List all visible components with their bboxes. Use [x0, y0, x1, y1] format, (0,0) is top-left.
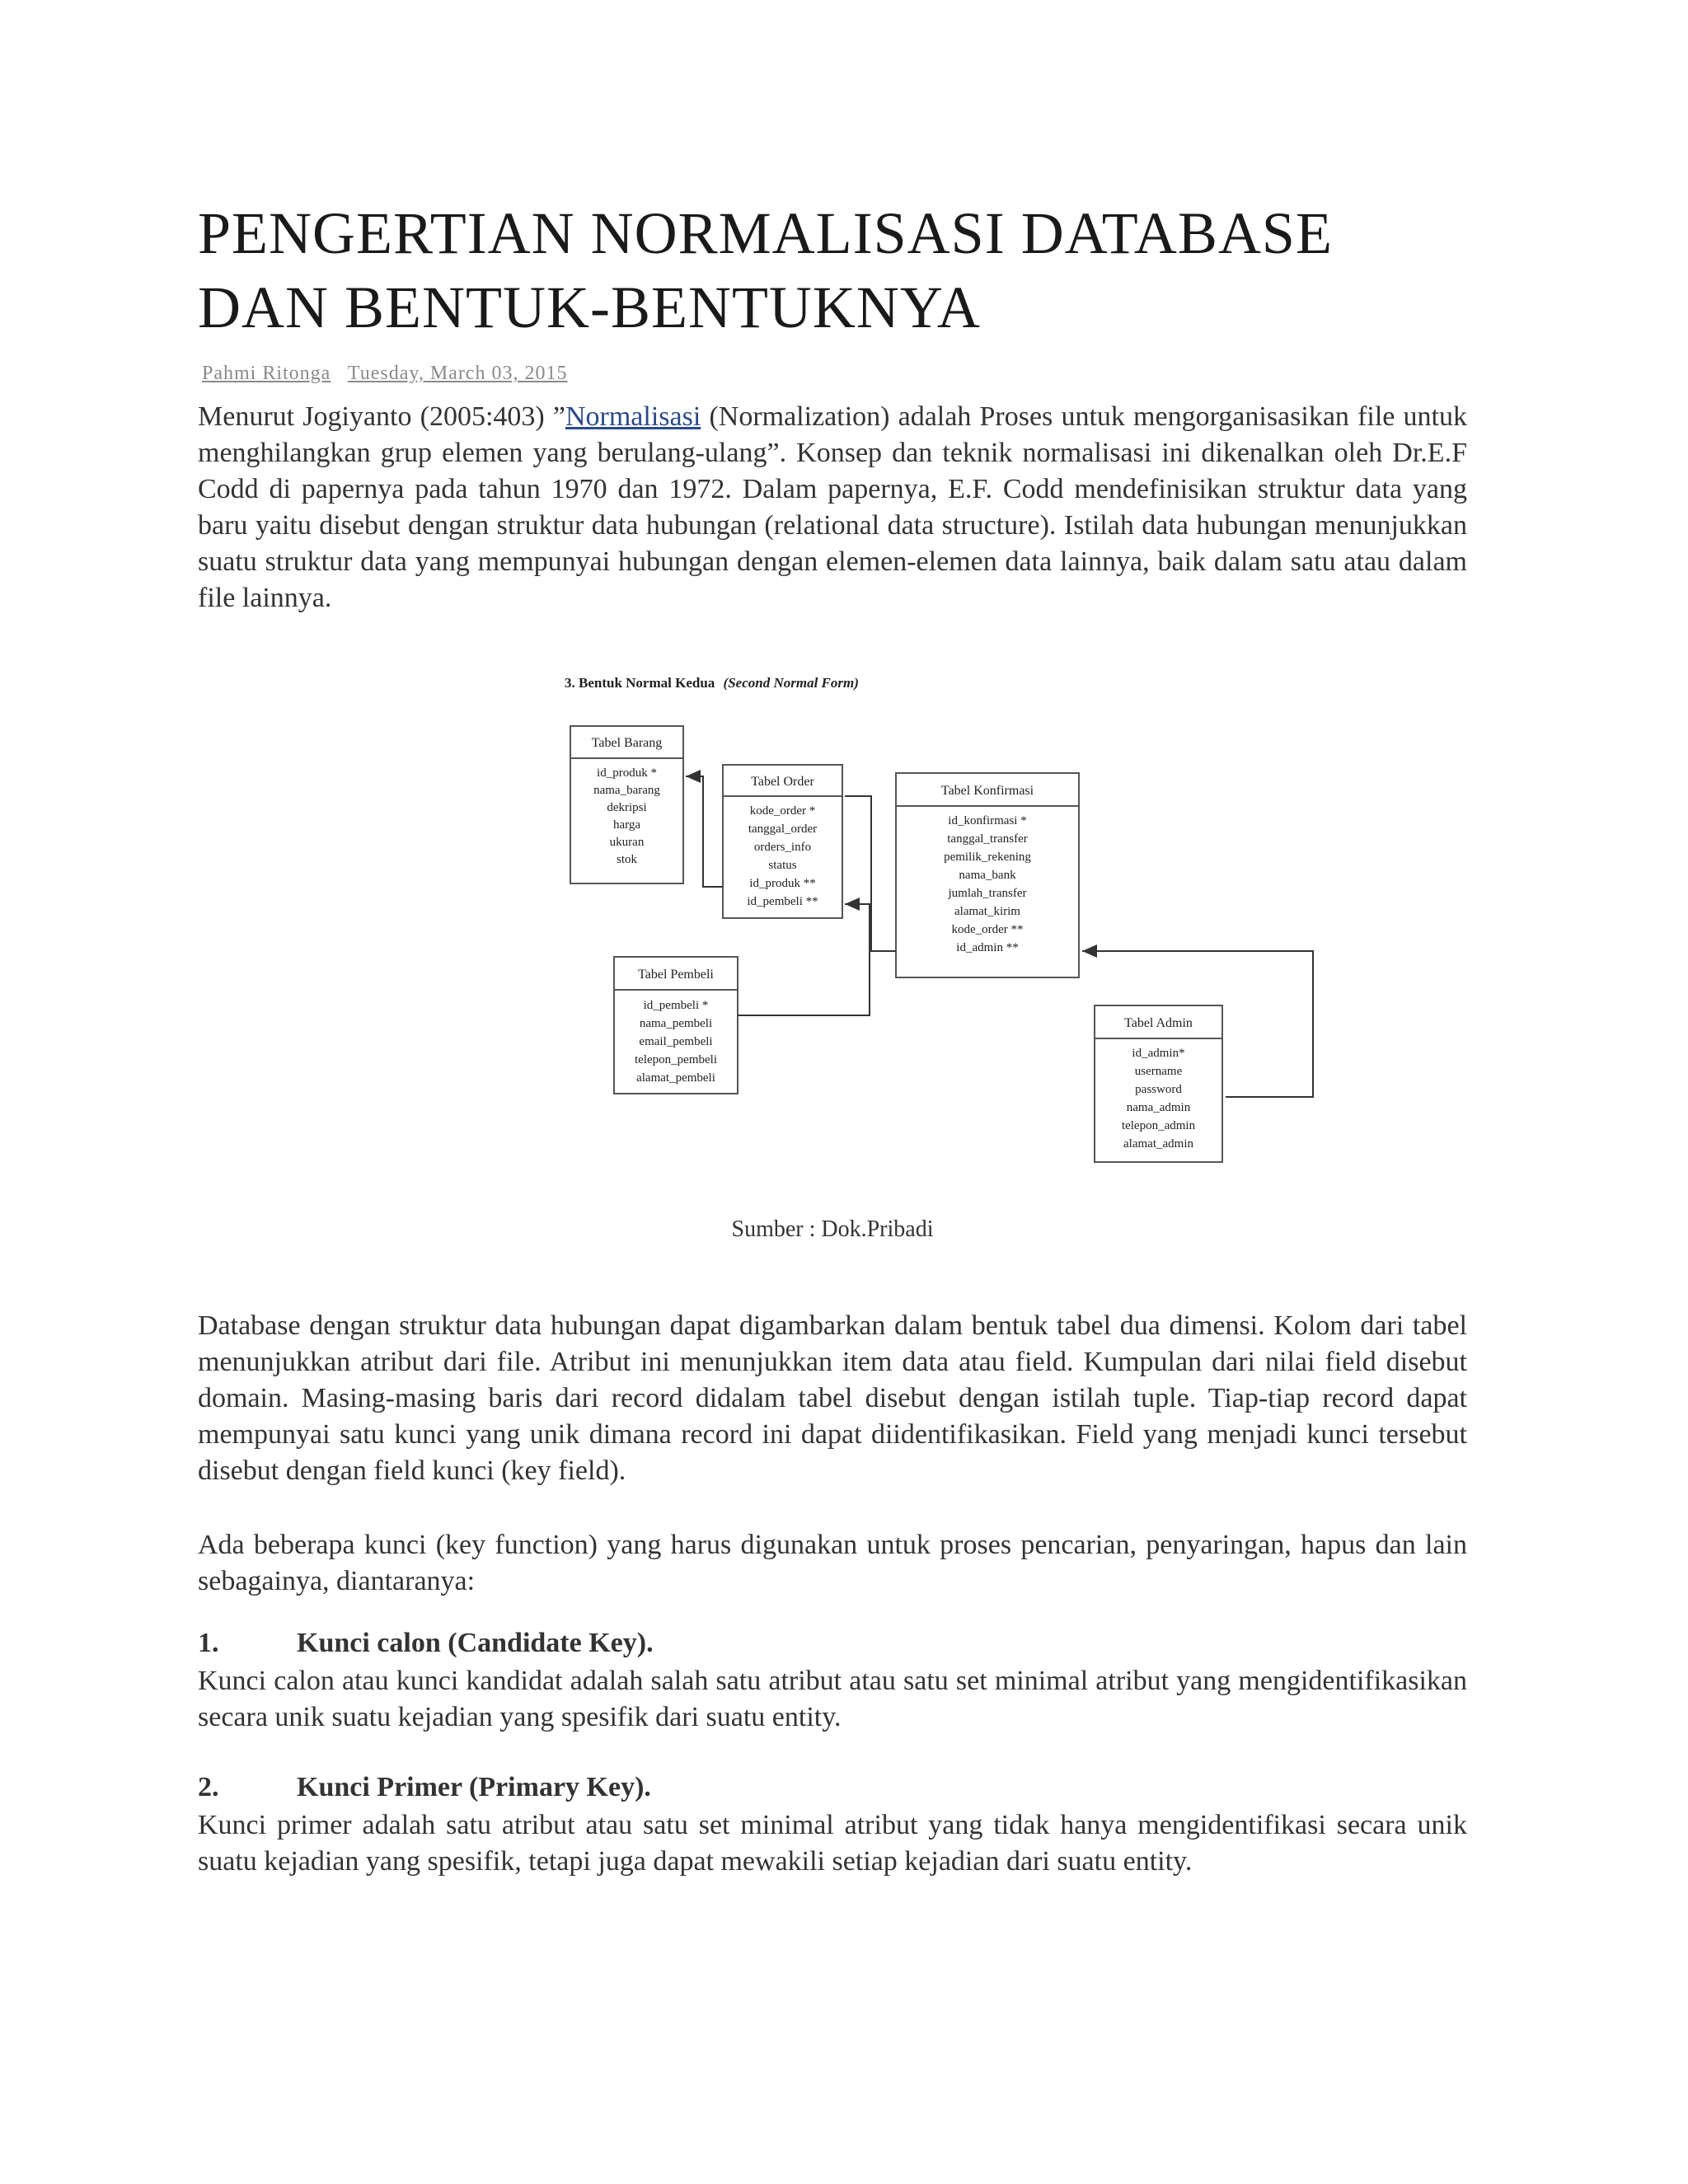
table-konfirmasi: [896, 773, 1079, 977]
section-heading-2: [198, 1772, 651, 1803]
intro-before-link: Menurut Jogiyanto (2005:403) ”: [198, 401, 565, 432]
konfirmasi-field: alamat_kirim: [954, 905, 1020, 918]
table-barang: [570, 726, 683, 883]
barang-field: dekripsi: [607, 801, 647, 814]
barang-field: stok: [616, 853, 638, 866]
table-admin-title: Tabel Admin: [1124, 1016, 1193, 1030]
pembeli-field: telepon_pembeli: [635, 1053, 717, 1066]
order-field: status: [768, 859, 797, 872]
table-pembeli-title: Tabel Pembeli: [638, 968, 714, 982]
order-field: id_pembeli **: [747, 895, 818, 908]
table-order-title: Tabel Order: [751, 775, 814, 789]
konfirmasi-field: tanggal_transfer: [947, 832, 1028, 846]
table-konfirmasi-title: Tabel Konfirmasi: [940, 784, 1034, 798]
section-1-title: Kunci calon (Candidate Key).: [297, 1628, 654, 1658]
table-admin: [1095, 1005, 1222, 1162]
paragraph-3: Ada beberapa kunci (key function) yang harus digunakan untuk proses pencarian, penyaringan, hapus dan lain sebagainya, diantaranya:: [198, 1530, 1467, 1596]
page-title: [198, 196, 1333, 344]
post-meta: [202, 363, 579, 385]
konfirmasi-field: jumlah_transfer: [948, 887, 1027, 900]
admin-field: username: [1134, 1065, 1183, 1078]
section-heading-1: [198, 1628, 654, 1659]
date-link[interactable]: Tuesday, March 03, 2015: [347, 363, 568, 384]
admin-field: alamat_admin: [1123, 1137, 1193, 1151]
paragraph-2: Database dengan struktur data hubungan dapat digambarkan dalam bentuk tabel dua dimensi. Kolom dari tabel menunjukkan atribut dari file. Atribut ini menunjukkan item data atau field. Kumpulan dari nilai field disebut domain. Masing-masing baris dari record didalam tabel disebut dengan istilah tuple. Tiap-tiap record dapat mempunyai satu kunci yang unik dimana record ini dapat diidentifikasikan. Field yang menjadi kunci tersebut disebut dengan field kunci (key field).: [198, 1310, 1467, 1486]
admin-field: password: [1135, 1083, 1182, 1096]
konfirmasi-field: nama_bank: [959, 869, 1016, 882]
author-link[interactable]: Pahmi Ritonga: [202, 363, 331, 384]
title-line-2: DAN BENTUK-BENTUKNYA: [198, 274, 981, 340]
admin-field: telepon_admin: [1121, 1119, 1196, 1132]
order-field: tanggal_order: [748, 823, 818, 836]
pembeli-field: email_pembeli: [639, 1035, 713, 1048]
figure-caption: Sumber : Dok.Pribadi: [731, 1216, 934, 1242]
section-2-number: 2.: [198, 1772, 219, 1802]
table-pembeli: [614, 957, 738, 1094]
admin-field: id_admin*: [1132, 1047, 1185, 1060]
konfirmasi-field: id_admin **: [956, 941, 1019, 954]
section-1-text: Kunci calon atau kunci kandidat adalah salah satu atribut atau satu set minimal atribut yang mengidentifikasikan secara unik suatu kejadian yang spesifik dari suatu entity.: [198, 1666, 1467, 1732]
barang-field: id_produk *: [597, 766, 657, 780]
section-1-number: 1.: [198, 1628, 219, 1658]
konfirmasi-field: pemilik_rekening: [944, 851, 1031, 864]
intro-after-link: (Normalization) adalah Proses untuk mengorganisasikan file untuk menghilangkan grup elemen yang berulang-ulang”. Konsep dan teknik normalisasi ini dikenalkan oleh Dr.E.F Codd di papernya pada tahun 1970 dan 1972. Dalam papernya, E.F. Codd mendefinisikan struktur data yang baru yaitu disebut dengan struktur data hubungan (relational data structure). Istilah data hubungan menunjukkan suatu struktur data yang mempunyai hubungan dengan elemen-elemen data lainnya, baik dalam satu atau dalam file lainnya.: [198, 401, 1467, 613]
pembeli-field: id_pembeli *: [643, 999, 709, 1012]
order-field: orders_info: [753, 841, 812, 854]
section-2-text: Kunci primer adalah satu atribut atau satu set minimal atribut yang tidak hanya mengidentifikasi secara unik suatu kejadian yang spesifik, tetapi juga dapat mewakili setiap kejadian dari suatu entity.: [198, 1810, 1467, 1877]
admin-field: nama_admin: [1126, 1101, 1191, 1114]
pembeli-field: nama_pembeli: [639, 1017, 713, 1030]
diagram-heading: 3. Bentuk Normal Kedua (Second Normal Form): [565, 675, 859, 691]
normalization-diagram: [565, 669, 1331, 1180]
barang-field: harga: [612, 818, 641, 832]
table-barang-title: Tabel Barang: [591, 736, 663, 750]
barang-field: nama_barang: [593, 784, 660, 797]
title-line-1: PENGERTIAN NORMALISASI DATABASE: [198, 200, 1333, 266]
konfirmasi-field: id_konfirmasi *: [948, 814, 1027, 827]
konfirmasi-field: kode_order **: [951, 923, 1024, 936]
barang-field: ukuran: [609, 836, 645, 849]
pembeli-field: alamat_pembeli: [636, 1071, 715, 1085]
section-2-title: Kunci Primer (Primary Key).: [297, 1772, 651, 1802]
intro-paragraph: [198, 399, 1467, 616]
order-field: id_produk **: [749, 877, 816, 890]
order-field: kode_order *: [749, 804, 816, 818]
normalisasi-link[interactable]: Normalisasi: [565, 401, 701, 432]
table-order: [723, 765, 842, 918]
